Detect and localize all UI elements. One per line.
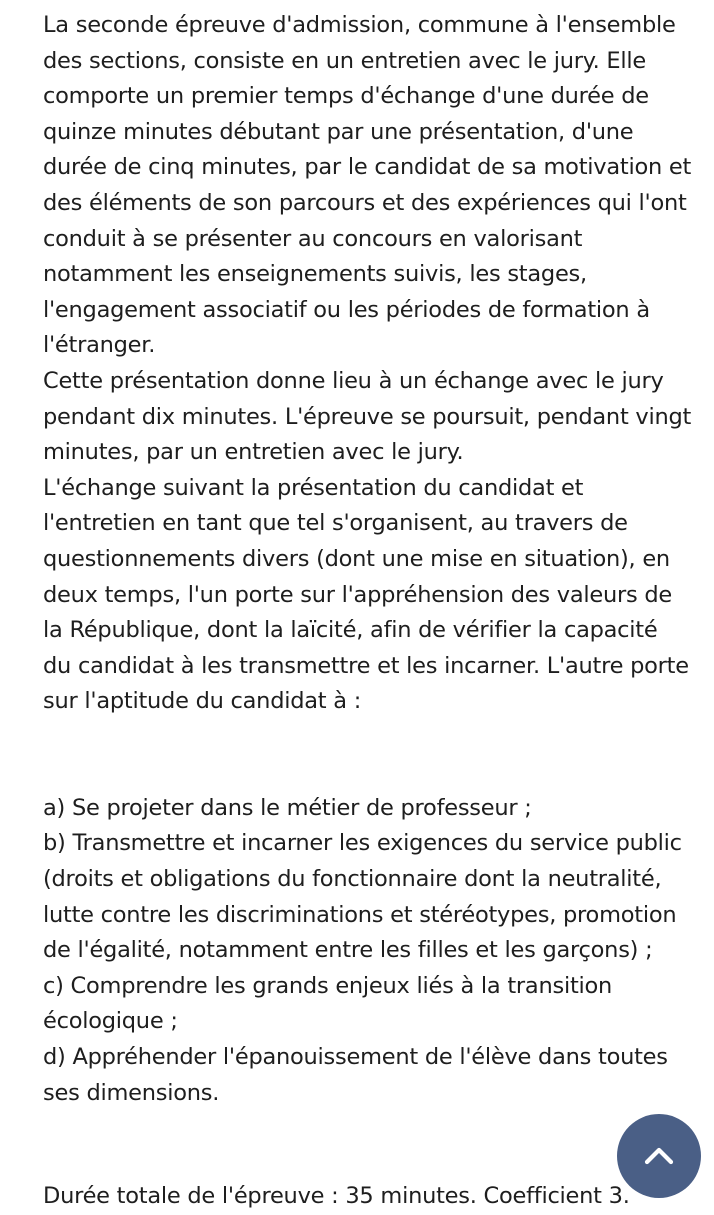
paragraph-duration <box>43 1179 693 1215</box>
text-line: du candidat à les transmettre et les incarner. L'autre porte <box>43 652 689 679</box>
chevron-up-icon <box>642 1139 676 1173</box>
text-line: quinze minutes débutant par une présentation, d'une <box>43 118 634 145</box>
list-item-line: d) Appréhender l'épanouissement de l'élève dans toutes <box>43 1044 668 1071</box>
document-text <box>43 8 693 1215</box>
text-line: minutes, par un entretien avec le jury. <box>43 439 464 466</box>
paragraph-intro <box>43 8 693 720</box>
text-line: pendant dix minutes. L'épreuve se poursuit, pendant vingt <box>43 403 692 430</box>
text-line: L'échange suivant la présentation du candidat et <box>43 474 584 501</box>
text-line: des éléments de son parcours et des expériences qui l'ont <box>43 189 687 216</box>
list-item-line: c) Comprendre les grands enjeux liés à la transition <box>43 972 613 999</box>
list-item-line: écologique ; <box>43 1008 178 1035</box>
text-line: deux temps, l'un porte sur l'appréhension des valeurs de <box>43 581 672 608</box>
list-item-line: ses dimensions. <box>43 1079 220 1106</box>
text-line: l'entretien en tant que tel s'organisent, au travers de <box>43 510 628 537</box>
text-line: La seconde épreuve d'admission, commune à l'ensemble <box>43 12 676 38</box>
list-item-line: de l'égalité, notamment entre les filles et les garçons) ; <box>43 937 653 964</box>
paragraph-spacer <box>43 1111 693 1179</box>
paragraph-spacer <box>43 720 693 791</box>
text-line: Durée totale de l'épreuve : 35 minutes. Coefficient 3. <box>43 1183 630 1210</box>
text-line: comporte un premier temps d'échange d'une durée de <box>43 83 649 110</box>
list-item-line: (droits et obligations du fonctionnaire dont la neutralité, <box>43 866 662 893</box>
list-item-line: a) Se projeter dans le métier de professeur ; <box>43 794 532 821</box>
text-line: Cette présentation donne lieu à un échange avec le jury <box>43 367 664 394</box>
text-line: la République, dont la laïcité, afin de vérifier la capacité <box>43 617 658 644</box>
scroll-to-top-button[interactable] <box>617 1114 701 1198</box>
text-line: l'engagement associatif ou les périodes de formation à <box>43 296 650 323</box>
list-item-line: lutte contre les discriminations et stéréotypes, promotion <box>43 901 677 928</box>
text-line: durée de cinq minutes, par le candidat de sa motivation et <box>43 154 692 181</box>
text-line: notamment les enseignements suivis, les stages, <box>43 261 587 288</box>
text-line: des sections, consiste en un entretien avec le jury. Elle <box>43 47 646 74</box>
text-line: sur l'aptitude du candidat à : <box>43 688 362 715</box>
text-line: conduit à se présenter au concours en valorisant <box>43 225 583 252</box>
paragraph-criteria-list <box>43 791 693 1111</box>
list-item-line: b) Transmettre et incarner les exigences du service public <box>43 830 682 857</box>
text-line: questionnements divers (dont une mise en situation), en <box>43 545 670 572</box>
text-line: l'étranger. <box>43 332 156 359</box>
